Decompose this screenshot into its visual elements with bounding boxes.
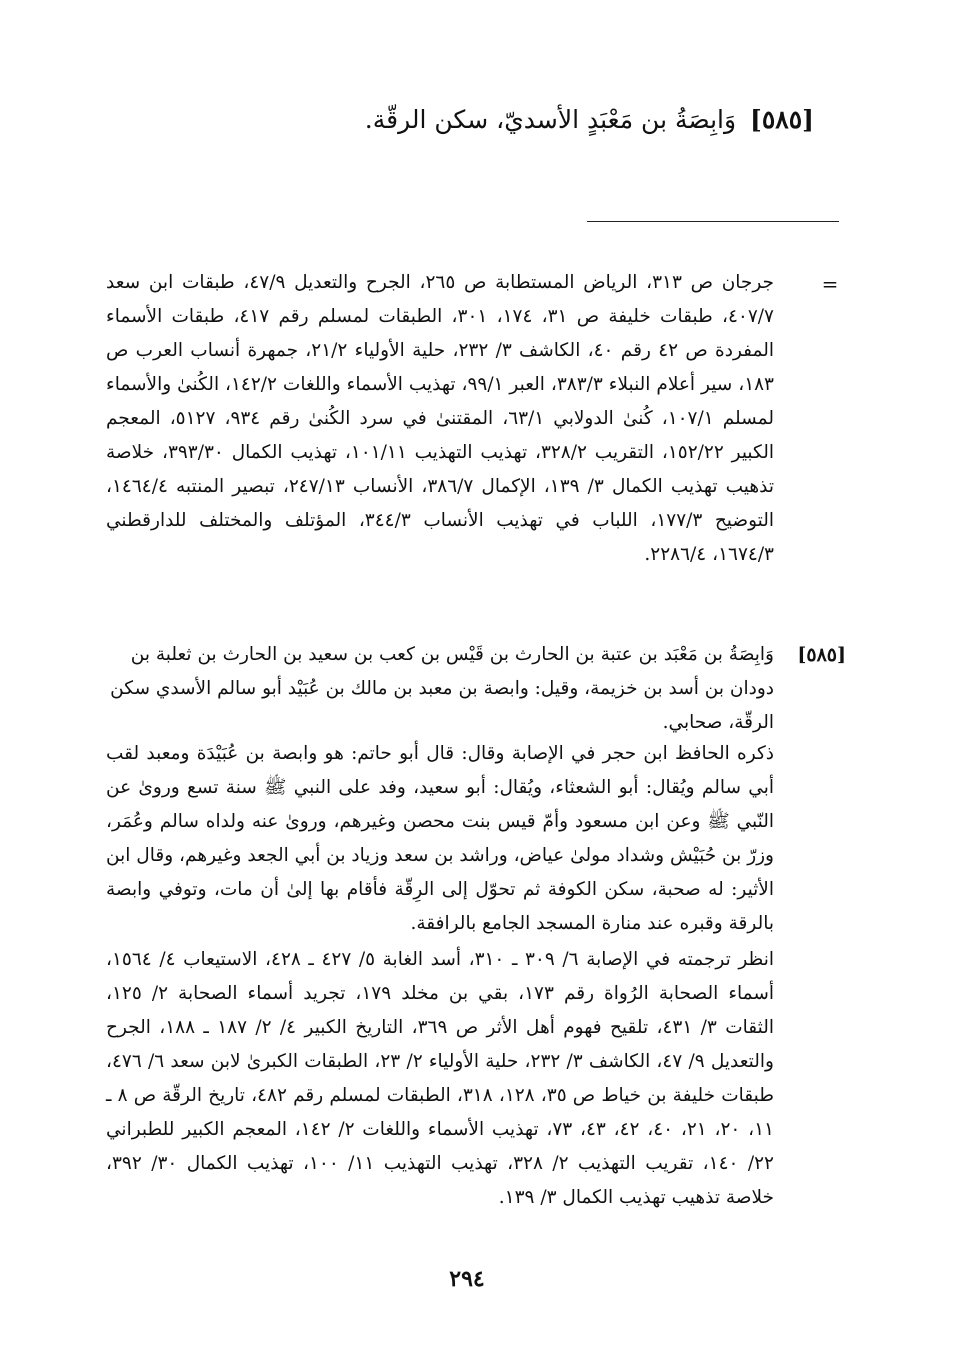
footnote-entry-text: وَابِصَةُ بن مَعْبَد بن عتبة بن الحارث بن قَيْس بن كعب بن سعيد بن الحارث بن ثعلبة بن دودان بن أسد بن خزيمة، وقيل: وابصة بن معبد بن مالك بن عُبَيْد أبو سالم الأسدي سكن الرقّة، صحابي. bbox=[110, 644, 774, 733]
footnote-divider bbox=[587, 221, 839, 222]
main-entry-text: وَابِصَةُ بن مَعْبَدٍ الأسديّ، سكن الرقّة. bbox=[364, 105, 737, 134]
page-number: ٢٩٤ bbox=[449, 1266, 485, 1292]
footnote-continuation-text: جرجان ص ٣١٣، الرياض المستطابة ص ٢٦٥، الجرح والتعديل ٤٧/٩، طبقات ابن سعد ٤٠٧/٧، طبقات خليفة ص ٣١، ١٧٤، ٣٠١، الطبقات لمسلم رقم ٤١٧، طبقات الأسماء المفردة ص ٤٢ رقم ٤٠، الكاشف ٣/ ٢٣٢، حلية الأولياء ٢١/٢، جمهرة أنساب العرب ص ١٨٣، سير أعلام النبلاء ٣٨٣/٣، العبر ٩٩/١، تهذيب الأسماء واللغات ١٤٢/٢، الكُنىٰ والأسماء لمسلم ١٠٧/١، كُنىٰ الدولابي ٦٣/١، المقتنىٰ في سرد الكُنىٰ رقم ٩٣٤، ٥١٢٧، المعجم الكبير ١٥٢/٢٢، التقريب ٣٢٨/٢، تهذيب التهذيب ١٠١/١١، تهذيب الكمال ٣٩٣/٣٠، خلاصة تذهيب تهذيب الكمال ٣/ ١٣٩، الإكمال ٣٨٦/٧، الأنساب ٢٤٧/١٣، تبصير المنتبه ١٤٦٤/٤، التوضيح ١٧٧/٣، اللباب في تهذيب الأنساب ٣٤٤/٣، المؤتلف والمختلف للدارقطني ١٦٧٤/٣، ٢٢٨٦/٤. bbox=[106, 272, 775, 565]
main-entry-number: [٥٨٥] bbox=[750, 105, 814, 134]
footnote-continuation-marker: = bbox=[821, 272, 839, 296]
footnote-entry-number: [٥٨٥] bbox=[797, 644, 846, 666]
main-entry bbox=[114, 100, 814, 140]
footnote-paragraph-references: انظر ترجمته في الإصابة ٦/ ٣٠٩ ـ ٣١٠، أسد الغابة ٥/ ٤٢٧ ـ ٤٢٨، الاستيعاب ٤/ ١٥٦٤، أسماء الصحابة الرُواة رقم ١٧٣، بقي بن مخلد ١٧٩، تجريد أسماء الصحابة ٢/ ١٢٥، الثقات ٣/ ٤٣١، تلقيح فهوم أهل الأثر ص ٣٦٩، التاريخ الكبير ٤/ ٢/ ١٨٧ ـ ١٨٨، الجرح والتعديل ٩/ ٤٧، الكاشف ٣/ ٢٣٢، حلية الأولياء ٢/ ٢٣، الطبقات الكبرىٰ لابن سعد ٦/ ٤٧٦، طبقات خليفة بن خياط ص ٣٥، ١٢٨، ٣١٨، الطبقات لمسلم رقم ٤٨٢، تاريخ الرقّة ص ٨ ـ ١١، ٢٠، ٢١، ٤٠، ٤٢، ٤٣، ٧٣، تهذيب الأسماء واللغات ٢/ ١٤٢، المعجم الكبير للطبراني ٢٢/ ١٤٠، تقريب التهذيب ٢/ ٣٢٨، تهذيب التهذيب ١١/ ١٠٠، تهذيب الكمال ٣٠/ ٣٩٢، خلاصة تذهيب تهذيب الكمال ٣/ ١٣٩. bbox=[106, 949, 775, 1208]
footnote-paragraph-biography: ذكره الحافظ ابن حجر في الإصابة وقال: قال أبو حاتم: هو وابصة بن عُبَيْدَة ومعبد لقب أبي سالم ويُقال: أبو الشعثاء، ويُقال: أبو سعيد، وفد على النبي ﷺ سنة تسع وروىٰ عن النّبي ﷺ وعن ابن مسعود وأمّ قيس بنت محصن وغيرهم، وروىٰ عنه ولداه سالم وعُمَر، وزرّ بن حُبَيْش وشداد مولىٰ عياض، وراشد بن سعد وزياد بن أبي الجعد وغيرهم، وقال ابن الأثير: له صحبة، سكن الكوفة ثم تحوّل إلى الرِقّة فأقام بها إلىٰ أن مات، وتوفي وابصة بالرقة وقبره عند منارة المسجد الجامع بالرافقة. bbox=[106, 743, 774, 934]
